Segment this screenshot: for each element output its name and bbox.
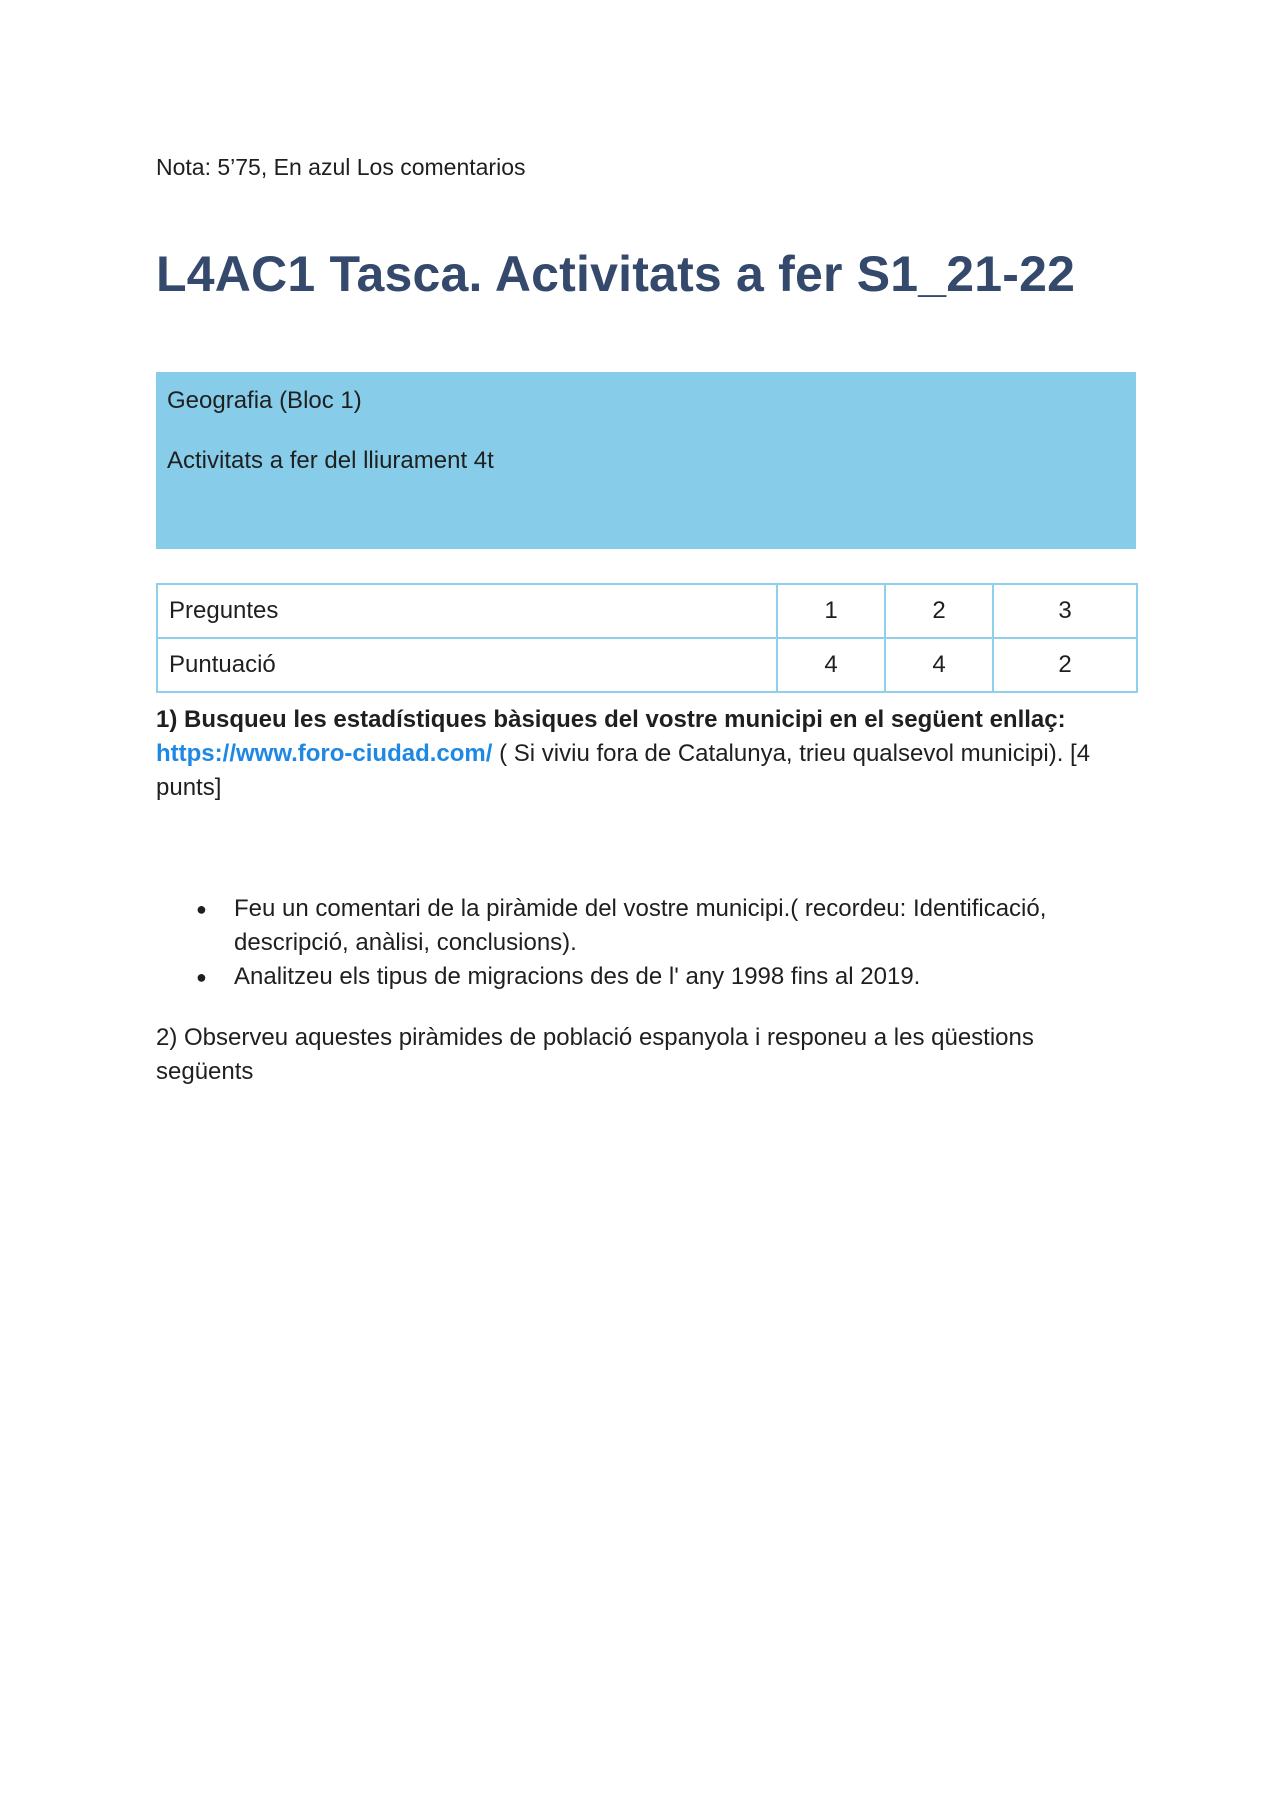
table-row [157, 638, 1137, 692]
bullet-icon: ● [196, 899, 207, 919]
task-text: Analitzeu els tipus de migracions des de l' any 1998 fins al 2019. [234, 963, 921, 990]
task-list [156, 892, 1136, 994]
question-1 [156, 703, 1136, 805]
table-cell: 4 [885, 638, 993, 692]
task-text: Feu un comentari de la piràmide del vostre municipi.( recordeu: Identificació, descripció, anàlisi, conclusions). [234, 895, 1047, 956]
table-cell: 1 [777, 584, 885, 638]
table-row [157, 584, 1137, 638]
question-1-heading: 1) Busqueu les estadístiques bàsiques del vostre municipi en el següent enllaç: [156, 706, 1066, 733]
table-cell: 3 [993, 584, 1137, 638]
list-item [156, 960, 1136, 994]
banner-description: Activitats a fer del lliurament 4t [167, 447, 494, 474]
row-label: Preguntes [157, 584, 777, 638]
foro-ciudad-link[interactable]: https://www.foro-ciudad.com/ [156, 740, 493, 767]
score-table [156, 583, 1138, 693]
question-1-note: ( Si viviu fora de Catalunya, trieu qualsevol municipi). [4 punts] [156, 740, 1091, 801]
table-cell: 4 [777, 638, 885, 692]
subject-banner [156, 372, 1136, 549]
table-cell: 2 [885, 584, 993, 638]
grade-note: Nota: 5’75, En azul Los comentarios [156, 154, 526, 180]
banner-subject: Geografia (Bloc 1) [167, 387, 362, 414]
row-label: Puntuació [157, 638, 777, 692]
question-2: 2) Observeu aquestes piràmides de població espanyola i responeu a les qüestions següents [156, 1024, 1034, 1085]
document-title: L4AC1 Tasca. Activitats a fer S1_21-22 [156, 246, 1076, 302]
list-item [156, 892, 1136, 960]
table-cell: 2 [993, 638, 1137, 692]
bullet-icon: ● [196, 967, 207, 987]
